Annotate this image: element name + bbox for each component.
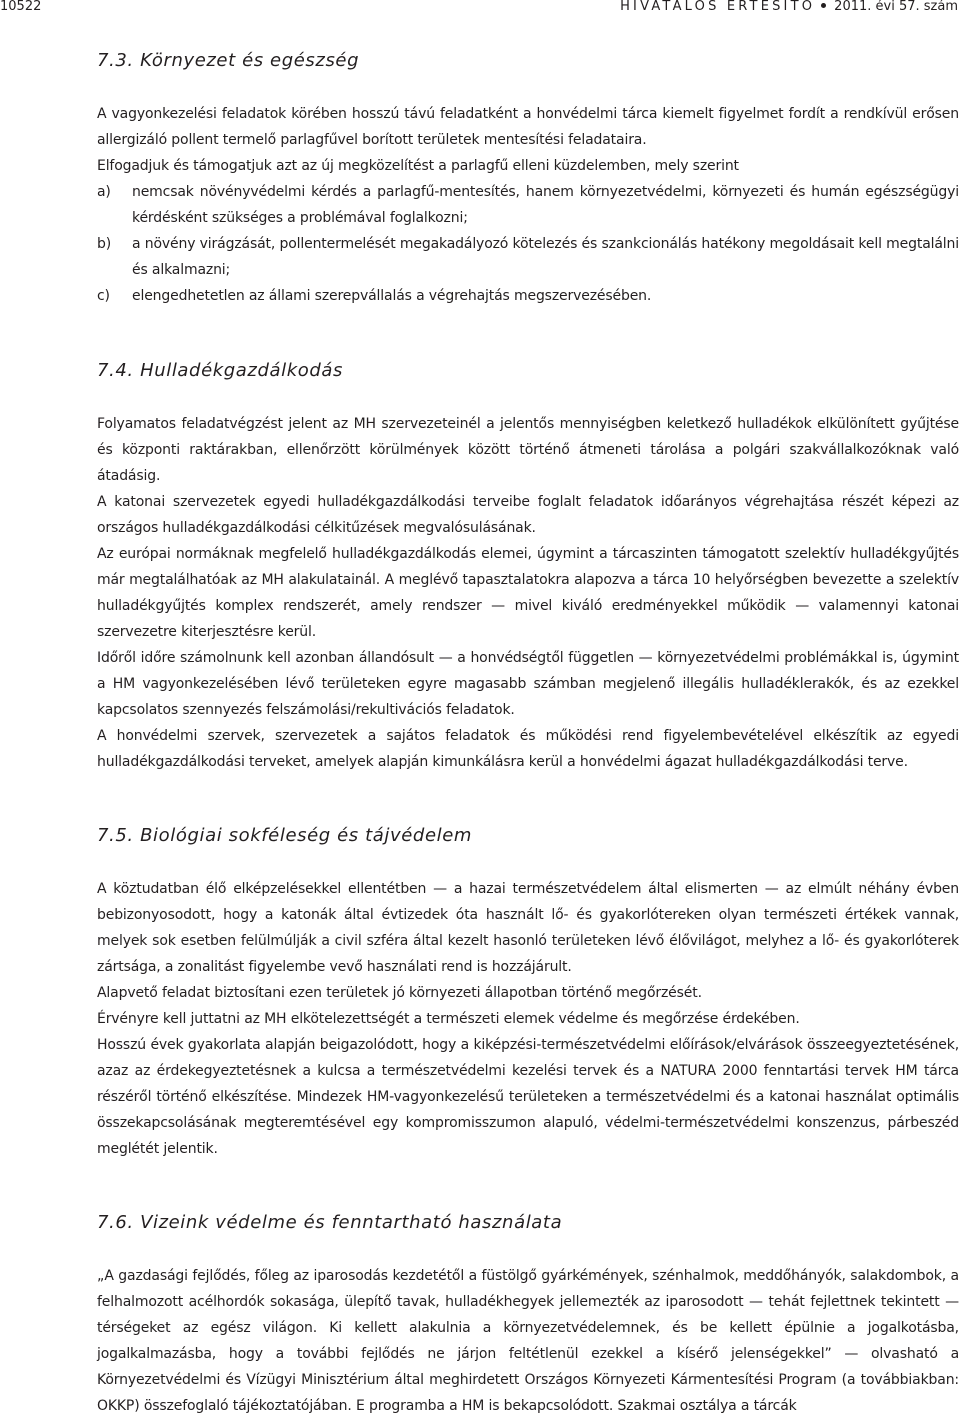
paragraph: Elfogadjuk és támogatjuk azt az új megközelítést a parlagfű elleni küzdelemben, mely szerint <box>97 158 739 174</box>
page-header <box>0 0 960 18</box>
list-item <box>97 179 959 231</box>
list-item-text: a növény virágzását, pollentermelését megakadályozó kötelezés és szankcionálás hatékony megoldásait kell megtalálni és alkalmazni; <box>132 236 959 278</box>
bullet-separator <box>821 3 826 8</box>
paragraph: Folyamatos feladatvégzést jelent az MH szervezeteinél a jelentős mennyiségben keletkező hulladékok elkülönített gyűjtése és központi raktárakban, ellenőrzött körülmények között történő átmeneti tárolása a polgári szakvállalkozóknak való átadásig. <box>97 416 959 484</box>
list-marker: c) <box>97 288 110 304</box>
issue-label: 2011. évi 57. szám <box>834 0 958 14</box>
paragraph: A köztudatban élő elképzelésekkel ellentétben — a hazai természetvédelem által elismerten — az elmúlt néhány évben bebizonyosodott, hogy a katonák által évtizedek óta használt lő- és gyakorlótereken olyan természeti értékek vannak, melyek sok esetben felülmúlják a civil szféra által kezelt hasonló területeken lévő élővilágot, melyhez a lő- és gyakorlóterek zártsága, a zonalitást figyelembe vevő használati rend is hozzájárult. <box>97 881 959 975</box>
list-item-text: elengedhetetlen az állami szerepvállalás a végrehajtás megszervezésében. <box>132 288 652 304</box>
section-title: 7.6. Vizeink védelme és fenntartható használata <box>97 1212 563 1233</box>
paragraph: A katonai szervezetek egyedi hulladékgazdálkodási terveibe foglalt feladatok időarányos végrehajtása részét képezi az országos hulladékgazdálkodási célkitűzések megvalósulásának. <box>97 494 959 536</box>
paragraph: Érvényre kell juttatni az MH elkötelezettségét a természeti elemek védelme és megőrzése érdekében. <box>97 1011 800 1027</box>
section-7-4 <box>97 359 959 775</box>
paragraph: Időről időre számolnunk kell azonban állandósult — a honvédségtől független — környezetvédelmi problémákkal is, úgymint a HM vagyonkezelésében lévő területeken egyre magasabb számban megjelenő illegális hulladéklerakók, és az ezekkel kapcsolatos szennyezés felszámolási/rekultivációs feladatok. <box>97 650 959 718</box>
criteria-list <box>97 179 959 309</box>
paragraph: Alapvető feladat biztosítani ezen területek jó környezeti állapotban történő megőrzését. <box>97 985 702 1001</box>
journal-title: HIVATALOS ÉRTESÍTŐ <box>620 0 816 14</box>
section-7-5 <box>97 824 959 1162</box>
list-marker: b) <box>97 236 112 252</box>
paragraph: Az európai normáknak megfelelő hulladékgazdálkodás elemei, úgymint a tárcaszinten támogatott szelektív hulladékgyűjtés már megtalálhatóak az MH alakulatainál. A meglévő tapasztalatokra alapozva a tárca 10 helyőrségben bevezette a szelektív hulladékgyűjtés komplex rendszerét, amely rendszer — mivel kiváló eredményekkel működik — valamennyi katonai szervezetre kiterjesztésre kerül. <box>97 546 959 640</box>
section-title: 7.5. Biológiai sokféleség és tájvédelem <box>97 825 473 846</box>
section-title: 7.3. Környezet és egészség <box>97 50 360 71</box>
section-7-6 <box>97 1211 959 1419</box>
list-item <box>97 283 959 309</box>
section-title: 7.4. Hulladékgazdálkodás <box>97 360 344 381</box>
paragraph: A vagyonkezelési feladatok körében hosszú távú feladatként a honvédelmi tárca kiemelt figyelmet fordít a rendkívül erősen allergizáló pollent termelő parlagfűvel borított területek mentesítési feladataira. <box>97 106 959 148</box>
paragraph: Hosszú évek gyakorlata alapján beigazolódott, hogy a kiképzési-természetvédelmi előírások/elvárások összeegyeztetésének, azaz az érdekegyeztetésnek a kulcsa a természetvédelmi kezelési tervek és a NATURA 2000 fenntartási tervek HM tárca részéről történő elkészítése. Mindezek HM-vagyonkezelésű területeken a természetvédelmi és a katonai használat optimális összekapcsolásának megteremtésével egy kompromisszumon alapuló, védelmi-természetvédelmi konszenzus, párbeszéd meglétét jelentik. <box>97 1037 959 1157</box>
paragraph: „A gazdasági fejlődés, főleg az iparosodás kezdetétől a füstölgő gyárkémények, szénhalmok, meddőhányók, salakdombok, a felhalmozott acélhordók sokasága, ülepítő tavak, hulladékhegyek jellemezték az iparosodott — tehát fejlettnek tekintett — térségeket az egész világon. Ki kellett alakulnia a környezetvédelemnek, és be kellett épülnie a jogalkotásba, jogalkalmazásba, hogy a további fejlődés ne járjon feltétlenül ezekkel a kísérő jelenségekkel” — olvasható a Környezetvédelmi és Vízügyi Minisztérium által meghirdetett Országos Környezeti Kármentesítési Program (a továbbiakban: OKKP) összefoglaló tájékoztatójában. E programba a HM is bekapcsolódott. Szakmai osztálya a tárcák <box>97 1268 959 1414</box>
journal-header <box>620 0 958 14</box>
paragraph: A honvédelmi szervek, szervezetek a sajátos feladatok és működési rend figyelembevételével elkészítik az egyedi hulladékgazdálkodási terveket, amelyek alapján kimunkálásra kerül a honvédelmi ágazat hulladékgazdálkodási terve. <box>97 728 959 770</box>
list-item <box>97 231 959 283</box>
list-item-text: nemcsak növényvédelmi kérdés a parlagfű-mentesítés, hanem környezetvédelmi, környezeti és humán egészségügyi kérdésként szükséges a problémával foglalkozni; <box>132 184 959 226</box>
section-7-3 <box>97 49 959 309</box>
list-marker: a) <box>97 184 111 200</box>
page-number: 10522 <box>0 0 42 14</box>
